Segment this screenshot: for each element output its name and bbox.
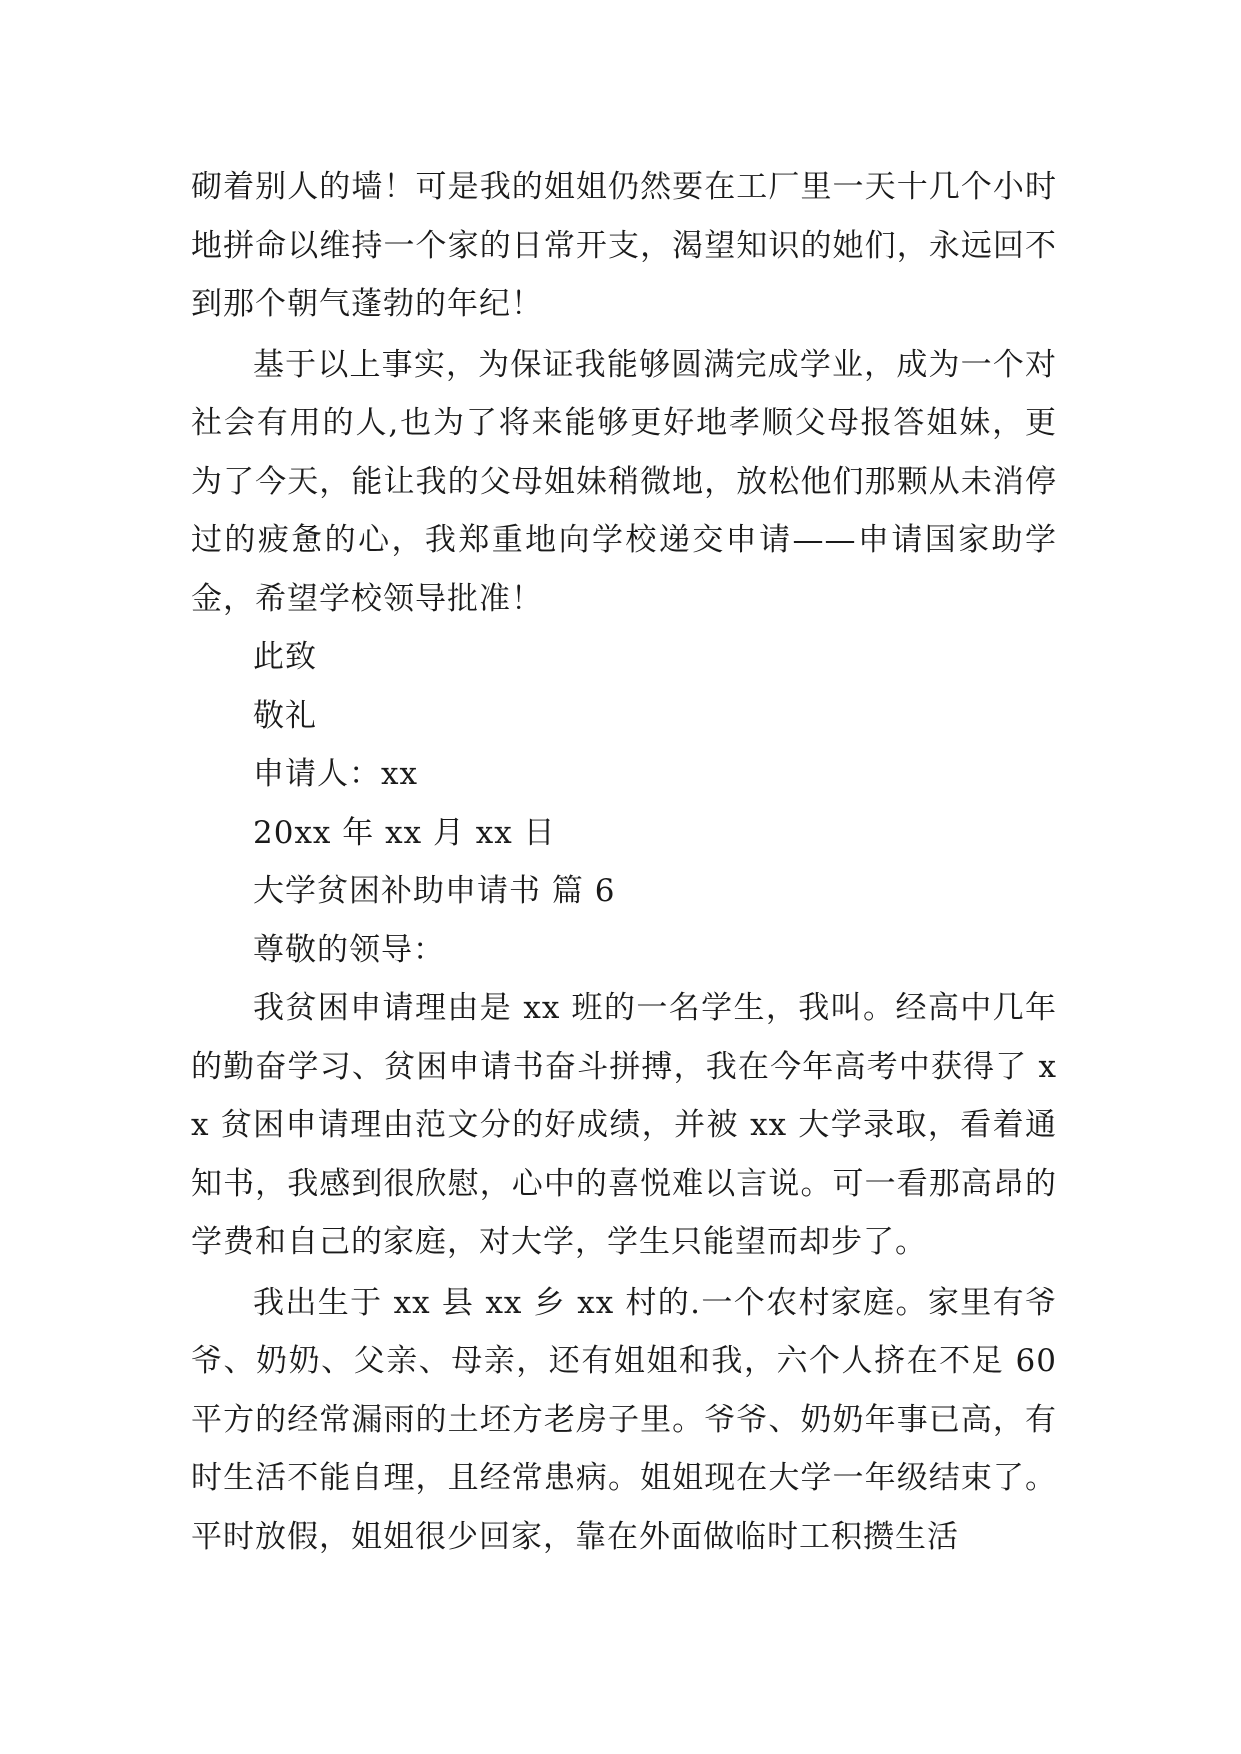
closing-salutation: 此致	[253, 639, 317, 675]
paragraph-continuation: 砌着别人的墙！可是我的姐姐仍然要在工厂里一天十几个小时地拼命以维持一个家的日常开支，渴望知识的她们，永远回不到那个朝气蓬勃的年纪！	[191, 169, 1057, 322]
closing-regards: 敬礼	[253, 697, 317, 734]
paragraph-family-background: 我出生于 xx 县 xx 乡 xx 村的.一个农村家庭。家里有爷爷、奶奶、父亲、母亲，还有姐姐和我，六个人挤在不足 60 平方的经常漏雨的土坯方老房子里。爷爷、奶奶年事已高，有时生活不能自理，且经常患病。姐姐现在大学一年级结束了。平时放假，姐姐很少回家，靠在外面做临时工积攒生活	[191, 1284, 1057, 1555]
greeting: 尊敬的领导：	[253, 931, 445, 968]
section-title: 大学贫困补助申请书 篇 6	[253, 873, 616, 909]
document-body	[191, 158, 1057, 1566]
applicant-signature: 申请人：xx	[253, 756, 418, 792]
application-date: 20xx 年 xx 月 xx 日	[253, 814, 556, 851]
paragraph-reason-summary: 基于以上事实，为保证我能够圆满完成学业，成为一个对社会有用的人,也为了将来能够更好地孝顺父母报答姐妹，更为了今天，能让我的父母姐妹稍微地，放松他们那颗从未消停过的疲惫的心，我郑重地向学校递交申请——申请国家助学金，希望学校领导批准！	[191, 346, 1057, 617]
paragraph-introduction: 我贫困申请理由是 xx 班的一名学生，我叫。经高中几年的勤奋学习、贫困申请书奋斗拼搏，我在今年高考中获得了 xx 贫困申请理由范文分的好成绩，并被 xx 大学录取，看着通知书，我感到很欣慰，心中的喜悦难以言说。可一看那高昂的学费和自己的家庭，对大学，学生只能望而却步了。	[191, 990, 1057, 1260]
